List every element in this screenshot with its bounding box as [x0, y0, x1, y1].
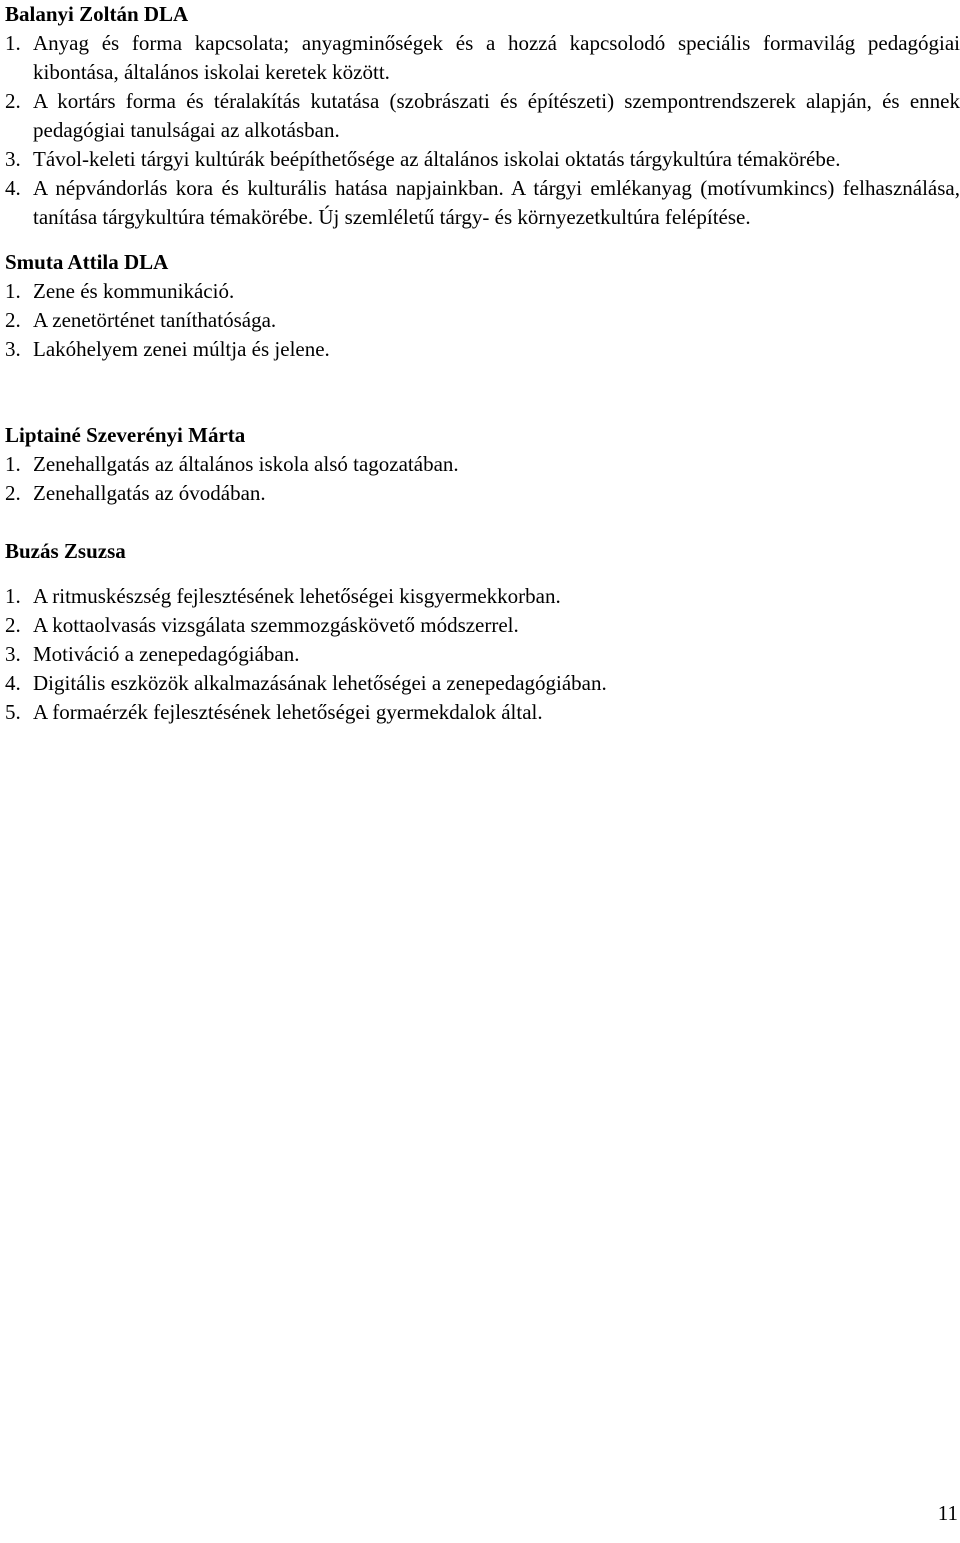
topic-text: A népvándorlás kora és kulturális hatása napjainkban. A tárgyi emlékanyag (motívumkincs) felhasználása, tanítása tárgykultúra témakörébe. Új szemléletű tárgy- és környezetkultúra felépítése.: [33, 176, 960, 229]
section-buzas: [5, 537, 960, 727]
topic-text: A ritmuskészség fejlesztésének lehetőségei kisgyermekkorban.: [33, 584, 561, 608]
section-heading: Balanyi Zoltán DLA: [5, 2, 189, 26]
page-number: 11: [937, 1501, 958, 1525]
topic-number: 4.: [5, 671, 21, 695]
topic-item: [5, 335, 960, 364]
topic-number: 2.: [5, 613, 21, 637]
section-spacer: [5, 364, 960, 421]
topic-item: [5, 87, 960, 145]
topic-text: Zenehallgatás az általános iskola alsó tagozatában.: [33, 452, 459, 476]
topic-text: Anyag és forma kapcsolata; anyagminőségek és a hozzá kapcsolodó speciális formavilág pedagógiai kibontása, általános iskolai keretek között.: [33, 31, 960, 84]
section-heading: Liptainé Szeverényi Márta: [5, 423, 246, 447]
topic-item: [5, 306, 960, 335]
topic-text: A zenetörténet taníthatósága.: [33, 308, 277, 332]
topic-text: A kortárs forma és téralakítás kutatása (szobrászati és építészeti) szempontrendszerek alapján, és ennek pedagógiai tanulságai az alkotásban.: [33, 89, 960, 142]
topic-number: 1.: [5, 31, 21, 55]
document-page: [5, 0, 960, 727]
topic-number: 2.: [5, 481, 21, 505]
topic-item: [5, 669, 960, 698]
topic-item: [5, 479, 960, 508]
topic-number: 3.: [5, 147, 21, 171]
topic-text: Zenehallgatás az óvodában.: [33, 481, 266, 505]
topic-number: 4.: [5, 176, 21, 200]
topic-text: Digitális eszközök alkalmazásának lehetőségei a zenepedagógiában.: [33, 671, 607, 695]
topic-number: 3.: [5, 337, 21, 361]
topic-text: Távol-keleti tárgyi kultúrák beépíthetősége az általános iskolai oktatás tárgykultúra témakörébe.: [33, 147, 841, 171]
topic-item: [5, 582, 960, 611]
topic-number: 5.: [5, 700, 21, 724]
section-liptaine: [5, 421, 960, 508]
topic-item: [5, 174, 960, 232]
topic-item: [5, 698, 960, 727]
section-heading: Buzás Zsuzsa: [5, 539, 126, 563]
section-balanyi: [5, 0, 960, 232]
topic-text: Lakóhelyem zenei múltja és jelene.: [33, 337, 330, 361]
section-spacer: [5, 508, 960, 537]
topic-number: 2.: [5, 89, 21, 113]
topic-text: Motiváció a zenepedagógiában.: [33, 642, 300, 666]
topic-number: 3.: [5, 642, 21, 666]
topic-item: [5, 611, 960, 640]
topic-text: A kottaolvasás vizsgálata szemmozgáskövető módszerrel.: [33, 613, 519, 637]
heading-spacer: [5, 566, 960, 582]
topic-item: [5, 145, 960, 174]
topic-number: 1.: [5, 584, 21, 608]
topic-text: Zene és kommunikáció.: [33, 279, 235, 303]
topic-text: A formaérzék fejlesztésének lehetőségei gyermekdalok által.: [33, 700, 543, 724]
topic-item: [5, 640, 960, 669]
topic-number: 1.: [5, 452, 21, 476]
section-spacer: [5, 232, 960, 248]
section-heading: Smuta Attila DLA: [5, 250, 169, 274]
topic-item: [5, 29, 960, 87]
topic-item: [5, 450, 960, 479]
topic-item: [5, 277, 960, 306]
topic-number: 2.: [5, 308, 21, 332]
section-smuta: [5, 248, 960, 364]
topic-number: 1.: [5, 279, 21, 303]
